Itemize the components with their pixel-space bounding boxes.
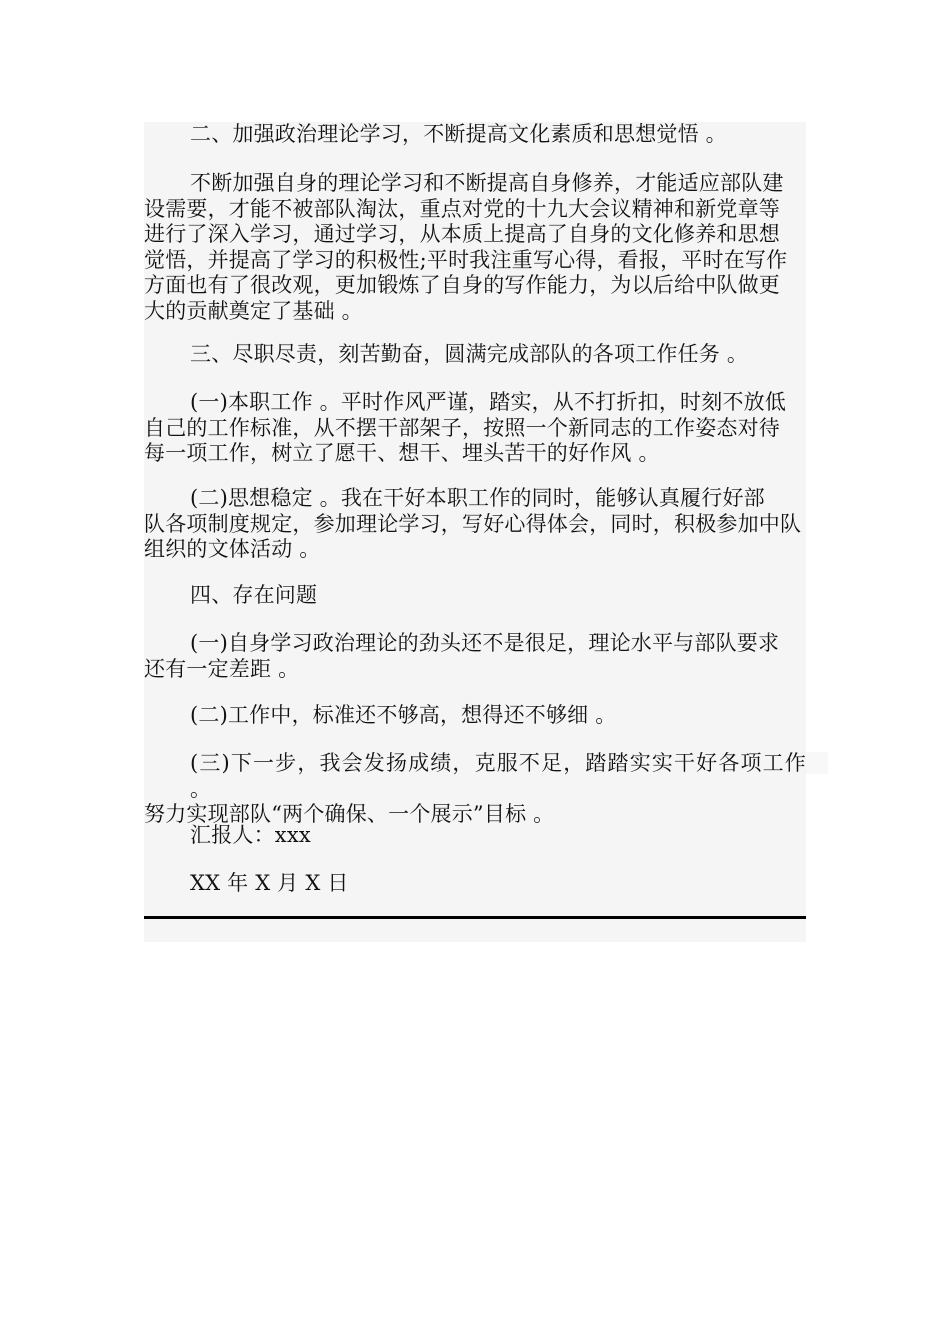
paragraph-line: (一)自身学习政治理论的劲头还不是很足，理论水平与部队要求 (190, 631, 780, 655)
paragraph-line: 还有一定差距 。 (144, 656, 300, 681)
section-heading-2 (144, 122, 806, 148)
paragraph-line: 组织的文体活动 。 (144, 537, 321, 561)
section-item-3-1 (144, 390, 806, 467)
paragraph-line: 不断加强自身的理论学习和不断提高自身修养，才能适应部队建 (190, 171, 784, 195)
section-body-2 (144, 171, 806, 324)
paragraph-line: 四、存在问题 (190, 583, 318, 607)
reporter-signature (144, 823, 806, 849)
paragraph-line: 进行了深入学习，通过学习，从本质上提高了自身的文化修养和思想 (144, 222, 780, 246)
paragraph-line: 觉悟，并提高了学习的积极性;平时我注重写心得，看报，平时在写作 (144, 247, 788, 272)
section-item-4-3 (144, 751, 806, 828)
paragraph-line: (二)工作中，标准还不够高，想得还不够细 。 (190, 703, 617, 727)
paragraph-line: 自己的工作标准，从不摆干部架子，按照一个新同志的工作姿态对待 (144, 415, 780, 440)
paragraph-line: 三、尽职尽责，刻苦勤奋，圆满完成部队的各项工作任务 。 (190, 342, 749, 366)
paragraph-line: 汇报人：xxx (190, 823, 311, 847)
section-item-4-2 (144, 703, 806, 729)
section-item-3-2 (144, 486, 806, 563)
paragraph-line: 努力实现部队“两个确保、一个展示”目标 。 (144, 802, 555, 826)
paragraph-line: (二)思想稳定 。我在干好本职工作的同时，能够认真履行好部 (190, 486, 765, 510)
paragraph-line: (三)下一步，我会发扬成绩，克服不足，踏踏实实干好各项工作 。 (190, 751, 806, 801)
section-heading-3 (144, 342, 806, 368)
text-overflow-background (806, 752, 828, 774)
paragraph-line: XX 年 X 月 X 日 (190, 871, 349, 895)
paragraph-line: 方面也有了很改观，更加锻炼了自身的写作能力，为以后给中队做更 (144, 273, 780, 297)
paragraph-line: 每一项工作，树立了愿干、想干、埋头苦干的好作风 。 (144, 441, 660, 465)
paragraph-line: 二、加强政治理论学习，不断提高文化素质和思想觉悟 。 (190, 122, 727, 146)
footer-divider (144, 916, 806, 919)
paragraph-line: 设需要，才能不被部队淘汰，重点对党的十九大会议精神和新党章等 (144, 196, 780, 221)
section-heading-4 (144, 583, 806, 609)
paragraph-line: (一)本职工作 。平时作风严谨，踏实，从不打折扣，时刻不放低 (190, 390, 787, 414)
paragraph-line: 大的贡献奠定了基础 。 (144, 298, 363, 323)
report-date (144, 871, 806, 897)
paragraph-line: 队各项制度规定，参加理论学习，写好心得体会，同时，积极参加中队 (144, 511, 802, 536)
section-item-4-1 (144, 631, 806, 682)
